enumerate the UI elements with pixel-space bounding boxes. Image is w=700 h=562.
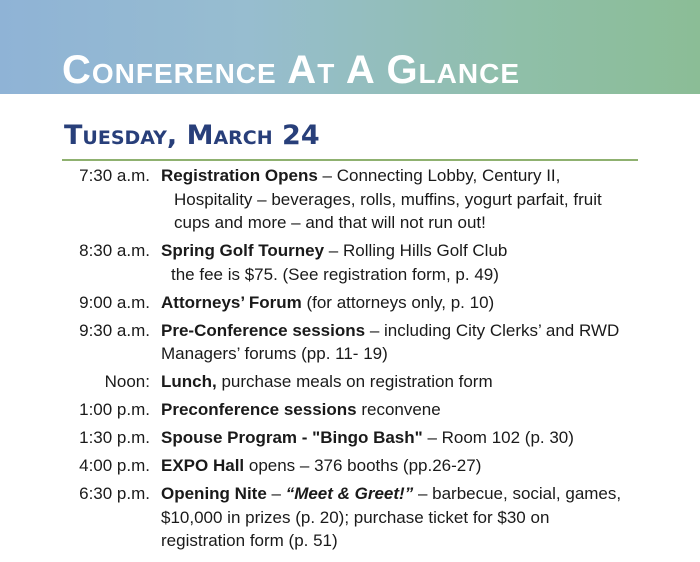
schedule-time: 9:00 a.m. [79, 292, 150, 312]
schedule-item [0, 319, 700, 366]
schedule-description [161, 398, 651, 422]
schedule-description [161, 164, 651, 235]
schedule-item [0, 239, 700, 286]
schedule-item [0, 370, 700, 394]
event-detail-line: Managers’ forums (pp. 11- 19) [161, 344, 388, 363]
event-title: Preconference sessions [161, 400, 357, 419]
schedule-time: 1:30 p.m. [79, 428, 150, 447]
schedule-list [0, 164, 700, 557]
event-tagline: “Meet & Greet!” [285, 484, 414, 503]
schedule-item [0, 164, 700, 235]
schedule-item [0, 454, 700, 478]
event-detail-line: cups and more – and that will not run out! [174, 213, 486, 232]
event-detail: reconvene [356, 400, 441, 419]
event-detail: – including City Clerks’ and RWD [365, 320, 620, 340]
schedule-description [161, 239, 651, 286]
schedule-time: 8:30 a.m. [79, 241, 150, 260]
event-detail-line: $10,000 in prizes (p. 20); purchase ticket for $30 on [161, 507, 550, 527]
day-heading: Tuesday, March 24 [64, 120, 320, 151]
schedule-time: Noon: [104, 372, 150, 391]
event-detail: opens – 376 booths (pp.26-27) [244, 456, 482, 475]
event-title: Lunch, [161, 372, 217, 391]
event-detail-line: registration form (p. 51) [161, 531, 338, 550]
page-title: Conference At A Glance [62, 48, 520, 92]
schedule-item [0, 426, 700, 450]
event-title: Attorneys’ Forum [161, 292, 302, 312]
schedule-description [161, 291, 651, 315]
event-title: Spring Golf Tourney [161, 241, 325, 260]
schedule-description [161, 482, 651, 553]
schedule-item [0, 482, 700, 553]
schedule-time: 6:30 p.m. [79, 484, 150, 503]
event-title: Opening Nite [161, 484, 267, 503]
event-separator: – [266, 484, 286, 503]
schedule-description [161, 426, 651, 450]
event-title: Registration Opens [161, 166, 318, 185]
schedule-time: 1:00 p.m. [79, 400, 150, 419]
event-title: Spouse Program - "Bingo Bash" [161, 428, 423, 447]
schedule-time: 9:30 a.m. [79, 320, 150, 340]
schedule-description [161, 319, 651, 366]
event-detail: – Connecting Lobby, Century II, [317, 166, 561, 185]
section-divider [62, 159, 638, 161]
schedule-item [0, 398, 700, 422]
schedule-time: 4:00 p.m. [79, 456, 150, 475]
event-detail: – barbecue, social, games, [413, 484, 622, 503]
event-detail: (for attorneys only, p. 10) [301, 292, 495, 312]
schedule-time: 7:30 a.m. [79, 166, 150, 185]
event-detail: – Room 102 (p. 30) [422, 428, 574, 447]
event-detail-line: Hospitality – beverages, rolls, muffins, yogurt parfait, fruit [174, 189, 602, 209]
schedule-description [161, 454, 651, 478]
schedule-item [0, 291, 700, 315]
event-detail: – Rolling Hills Golf Club [324, 241, 508, 260]
schedule-description [161, 370, 651, 394]
event-title: Pre-Conference sessions [161, 320, 366, 340]
event-detail: purchase meals on registration form [216, 372, 493, 391]
event-title: EXPO Hall [161, 456, 245, 475]
event-detail-line: the fee is $75. (See registration form, p. 49) [171, 264, 499, 284]
